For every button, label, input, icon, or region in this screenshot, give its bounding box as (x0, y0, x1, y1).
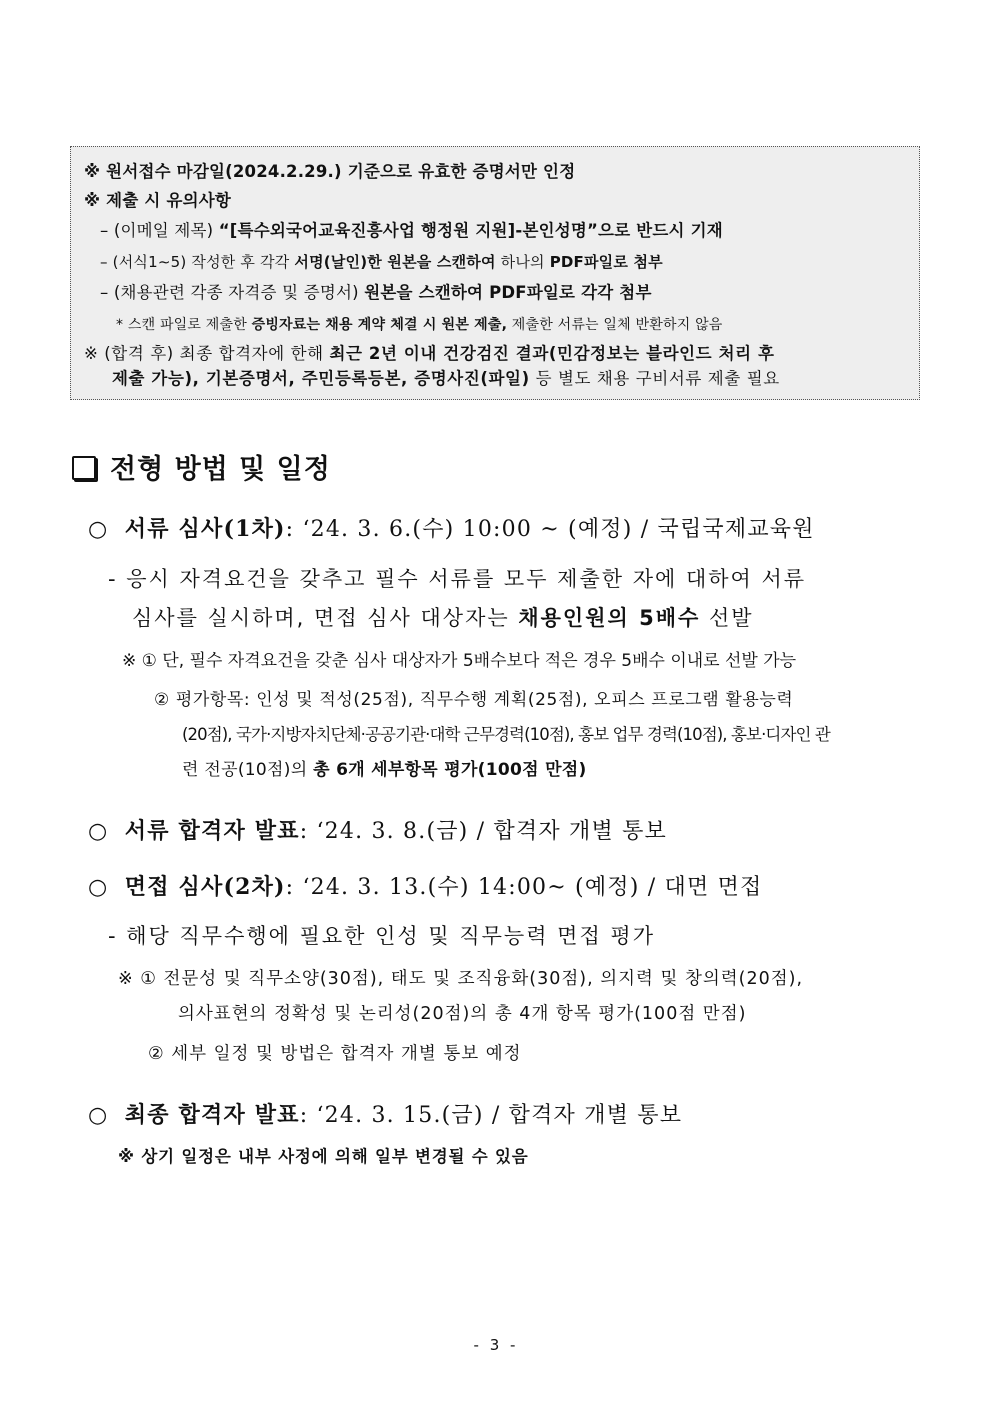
doc-review-date: : ‘24. 3. 6.(수) 10:00 ~ (예정) / 국립국제교육원 (285, 517, 815, 542)
doc-review-desc-2b: 채용인원의 5배수 (518, 606, 701, 630)
notice-forms (100, 251, 663, 273)
notice-forms-mid: 하나의 (495, 253, 550, 271)
notice-certificates (100, 282, 652, 304)
section-title: 전형 방법 및 일정 (110, 454, 331, 485)
interview-desc: - 해당 직무수행에 필요한 인성 및 직무능력 면접 평가 (108, 924, 655, 948)
final-line (88, 1098, 682, 1133)
notice-after-pass-cont (112, 368, 780, 390)
doc-review-note-4a: 련 전공(10점)의 (182, 760, 314, 780)
notice-cert-rule: 원본을 스캔하여 PDF파일로 각각 첨부 (364, 283, 652, 302)
checkbox-square-icon (72, 456, 96, 480)
doc-review-desc-2a: 심사를 실시하며, 면접 심사 대상자는 (132, 606, 519, 630)
notice-deadline: ※ 원서접수 마감일(2024.2.29.) 기준으로 유효한 증명서만 인정 (84, 162, 576, 181)
bullet-circle-icon: ○ (88, 875, 109, 900)
doc-review-desc-2 (132, 601, 754, 635)
notice-scan-note (116, 314, 723, 336)
bullet-circle-icon: ○ (88, 819, 109, 844)
doc-result-line (88, 814, 667, 849)
notice-after-c: 제출 가능), 기본증명서, 주민등록등본, 증명사진(파일) (112, 369, 530, 388)
notice-forms-sign: 서명(날인)한 원본을 스캔하여 (294, 253, 496, 271)
interview-note-3: ② 세부 일정 및 방법은 합격자 개별 통보 예정 (148, 1044, 522, 1064)
doc-review-line (88, 512, 815, 547)
notice-after-d: 등 별도 채용 구비서류 제출 필요 (529, 369, 780, 388)
interview-note-2: 의사표현의 정확성 및 논리성(20점)의 총 4개 항목 평가(100점 만점) (178, 1004, 747, 1024)
interview-date: : ‘24. 3. 13.(수) 14:00~ (예정) / 대면 면접 (285, 875, 763, 900)
interview-title: 면접 심사(2차) (124, 874, 286, 900)
interview-note-1: ※ ① 전문성 및 직무소양(30점), 태도 및 조직융화(30점), 의지력 및 창의력(20점), (118, 969, 804, 989)
notice-scan-c: 제출한 서류는 일체 반환하지 않음 (507, 317, 723, 333)
doc-review-desc-1: - 응시 자격요건을 갖추고 필수 서류를 모두 제출한 자에 대하여 서류 (108, 567, 807, 591)
interview-line (88, 870, 763, 905)
notice-after-a: ※ (합격 후) 최종 합격자에 한해 (84, 344, 330, 363)
doc-review-note-2: ② 평가항목: 인성 및 적성(25점), 직무수행 계획(25점), 오피스 프로그램 활용능력 (154, 690, 794, 710)
section-heading (72, 450, 331, 490)
doc-review-note-4 (182, 753, 587, 787)
notice-cert-label: – (채용관련 각종 자격증 및 증명서) (100, 283, 365, 302)
notice-scan-a: * 스캔 파일로 제출한 (116, 317, 252, 333)
bullet-circle-icon: ○ (88, 1103, 109, 1128)
notice-forms-pdf: PDF파일로 첨부 (549, 253, 663, 271)
doc-review-title: 서류 심사(1차) (124, 516, 286, 542)
page-number: - 3 - (473, 1336, 519, 1354)
doc-review-desc-2c: 선발 (700, 606, 754, 630)
notice-email-label: – (이메일 제목) (100, 221, 219, 240)
final-title: 최종 합격자 발표 (124, 1102, 300, 1128)
final-date: : ‘24. 3. 15.(금) / 합격자 개별 통보 (299, 1103, 683, 1128)
doc-review-note-4b: 총 6개 세부항목 평가(100점 만점) (313, 760, 587, 780)
doc-result-title: 서류 합격자 발표 (124, 818, 300, 844)
notice-email-subject (100, 220, 723, 242)
notice-caution-title: ※ 제출 시 유의사항 (84, 191, 232, 210)
bullet-circle-icon: ○ (88, 517, 109, 542)
notice-after-pass (84, 343, 775, 365)
doc-review-note-1: ※ ① 단, 필수 자격요건을 갖춘 심사 대상자가 5배수보다 적은 경우 5배수 이내로 선발 가능 (122, 651, 797, 671)
doc-review-note-3: (20점), 국가·지방자치단체·공공기관·대학 근무경력(10점), 홍보 업무 경력(10점), 홍보·디자인 관 (182, 725, 830, 744)
notice-after-b: 최근 2년 이내 건강검진 결과(민감정보는 블라인드 처리 후 (329, 344, 775, 363)
notice-forms-label: – (서식1∼5) 작성한 후 각각 (100, 253, 295, 271)
notice-scan-b: 증빙자료는 채용 계약 체결 시 원본 제출, (251, 317, 508, 333)
doc-result-date: : ‘24. 3. 8.(금) / 합격자 개별 통보 (299, 819, 668, 844)
final-note: ※ 상기 일정은 내부 사정에 의해 일부 변경될 수 있음 (118, 1147, 529, 1166)
notice-email-rule: “[특수외국어교육진흥사업 행정원 지원]-본인성명”으로 반드시 기재 (218, 221, 723, 240)
